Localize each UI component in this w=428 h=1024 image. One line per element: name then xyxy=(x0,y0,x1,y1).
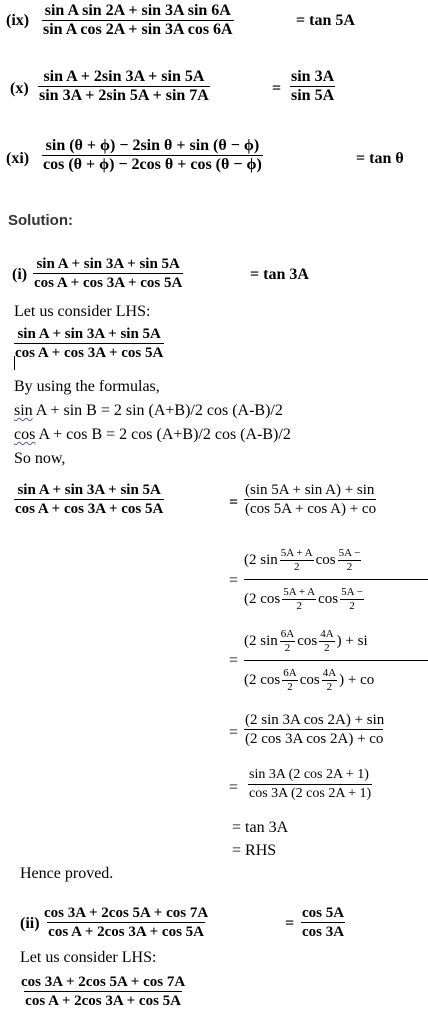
problem-x-denominator: sin 3A + 2sin 5A + sin 7A xyxy=(39,87,209,104)
problem-x-fraction xyxy=(38,68,210,105)
part-ii-fraction xyxy=(43,904,209,941)
step4-denominator: (2 cos 3A cos 2A) + co xyxy=(245,731,384,747)
formula-sum-of-sines xyxy=(14,401,283,421)
step2-fraction-bar xyxy=(244,579,428,580)
part-i-by-formulas-text: By using the formulas, xyxy=(14,378,160,395)
problem-ix-fraction xyxy=(42,2,234,39)
step1-numerator: (sin 5A + sin A) + sin xyxy=(245,482,375,498)
part-ii-rhs-numerator: cos 5A xyxy=(302,905,345,921)
part-i-label: (i) xyxy=(12,266,28,283)
step2-fraction xyxy=(244,542,428,618)
part-ii-numerator: cos 3A + 2cos 5A + cos 7A xyxy=(44,905,209,921)
step5-equals: = xyxy=(229,779,239,796)
spellcheck-word-cos: cos xyxy=(14,426,36,443)
problem-ix-rhs: = tan 5A xyxy=(296,12,355,29)
problem-x-rhs-numerator: sin 3A xyxy=(291,68,335,85)
step6-result: = tan 3A xyxy=(232,819,289,836)
problem-ix-numerator: sin A sin 2A + sin 3A sin 6A xyxy=(44,2,231,19)
problem-x-label: (x) xyxy=(10,80,29,97)
problem-ix-label: (ix) xyxy=(6,12,30,29)
part-ii-consider-text: Let us consider LHS: xyxy=(20,949,157,966)
problem-x-numerator: sin A + 2sin 3A + sin 5A xyxy=(43,68,205,85)
part-ii-rhs-fraction xyxy=(301,904,345,941)
part-i-numerator: sin A + sin 3A + sin 5A xyxy=(36,256,180,272)
step1-lhs-denominator: cos A + cos 3A + cos 5A xyxy=(15,501,164,517)
part-i-rhs: = tan 3A xyxy=(250,266,309,283)
step3-fraction-bar xyxy=(244,660,428,661)
step3-fraction xyxy=(244,623,428,699)
formula-sum-of-sines-text: A + sin B = 2 sin (A+B)/2 cos (A-B)/2 xyxy=(32,402,283,419)
step5-denominator: cos 3A (2 cos 2A + 1) xyxy=(249,786,372,801)
part-ii-lhs-fraction xyxy=(20,973,186,1010)
step1-denominator: (cos 5A + cos A) + co xyxy=(245,501,377,517)
step1-lhs-numerator: sin A + sin 3A + sin 5A xyxy=(17,482,161,498)
step4-numerator: (2 sin 3A cos 2A) + sin xyxy=(245,712,385,728)
problem-x-rhs-denominator: sin 5A xyxy=(291,87,335,104)
step1-lhs-fraction xyxy=(14,481,164,518)
problem-xi-rhs: = tan θ xyxy=(356,150,404,167)
part-ii-rhs-denominator: cos 3A xyxy=(302,924,345,940)
part-i-lhs-denominator: cos A + cos 3A + cos 5A xyxy=(15,345,164,361)
part-ii-label: (ii) xyxy=(20,915,40,932)
hence-proved-text: Hence proved. xyxy=(20,865,114,882)
step3-denominator: (2 cos 6A 2 cos 4A 2 ) + co xyxy=(244,666,375,693)
step3-numerator: (2 sin 6A 2 cos 4A 2 ) + si xyxy=(244,627,368,654)
part-i-lhs-fraction xyxy=(14,325,164,362)
problem-xi-numerator: sin (θ + ϕ) − 2sin θ + sin (θ − ϕ) xyxy=(45,137,260,154)
step2-numerator: (2 sin 5A + A 2 cos 5A − 2 xyxy=(244,546,361,573)
step1-equals: = xyxy=(229,494,239,511)
solution-heading: Solution: xyxy=(8,212,73,229)
part-ii-lhs-denominator: cos A + 2cos 3A + cos 5A xyxy=(25,993,182,1009)
step4-equals: = xyxy=(229,724,239,741)
step2-denominator: (2 cos 5A + A 2 cos 5A − 2 xyxy=(244,585,363,612)
part-i-lhs-numerator: sin A + sin 3A + sin 5A xyxy=(17,326,161,342)
part-i-so-now-text: So now, xyxy=(14,450,66,467)
part-ii-lhs-numerator: cos 3A + 2cos 5A + cos 7A xyxy=(21,974,186,990)
formula-sum-of-cosines-text: A + cos B = 2 cos (A+B)/2 cos (A-B)/2 xyxy=(35,426,291,443)
problem-xi-denominator: cos (θ + ϕ) − 2cos θ + cos (θ − ϕ) xyxy=(43,156,262,173)
step5-numerator: sin 3A (2 cos 2A + 1) xyxy=(249,767,369,782)
step5-fraction xyxy=(248,766,372,803)
spellcheck-word-sin: sin xyxy=(14,402,33,419)
part-ii-equals: = xyxy=(285,915,295,932)
text-cursor xyxy=(14,356,15,370)
formula-sum-of-cosines xyxy=(14,425,291,445)
part-i-fraction xyxy=(33,255,183,292)
problem-x-equals: = xyxy=(272,80,282,97)
problem-x-rhs-fraction xyxy=(290,68,335,105)
step7-rhs: = RHS xyxy=(232,842,277,859)
part-i-consider-text: Let us consider LHS: xyxy=(14,303,151,320)
step2-equals: = xyxy=(229,572,239,589)
problem-xi-label: (xi) xyxy=(6,150,30,167)
step4-fraction xyxy=(244,711,384,748)
part-ii-denominator: cos A + 2cos 3A + cos 5A xyxy=(48,924,205,940)
step1-fraction xyxy=(244,481,376,518)
step3-equals: = xyxy=(229,652,239,669)
problem-ix-denominator: sin A cos 2A + sin 3A cos 6A xyxy=(43,21,233,38)
problem-xi-fraction xyxy=(42,137,263,174)
part-i-denominator: cos A + cos 3A + cos 5A xyxy=(34,275,183,291)
